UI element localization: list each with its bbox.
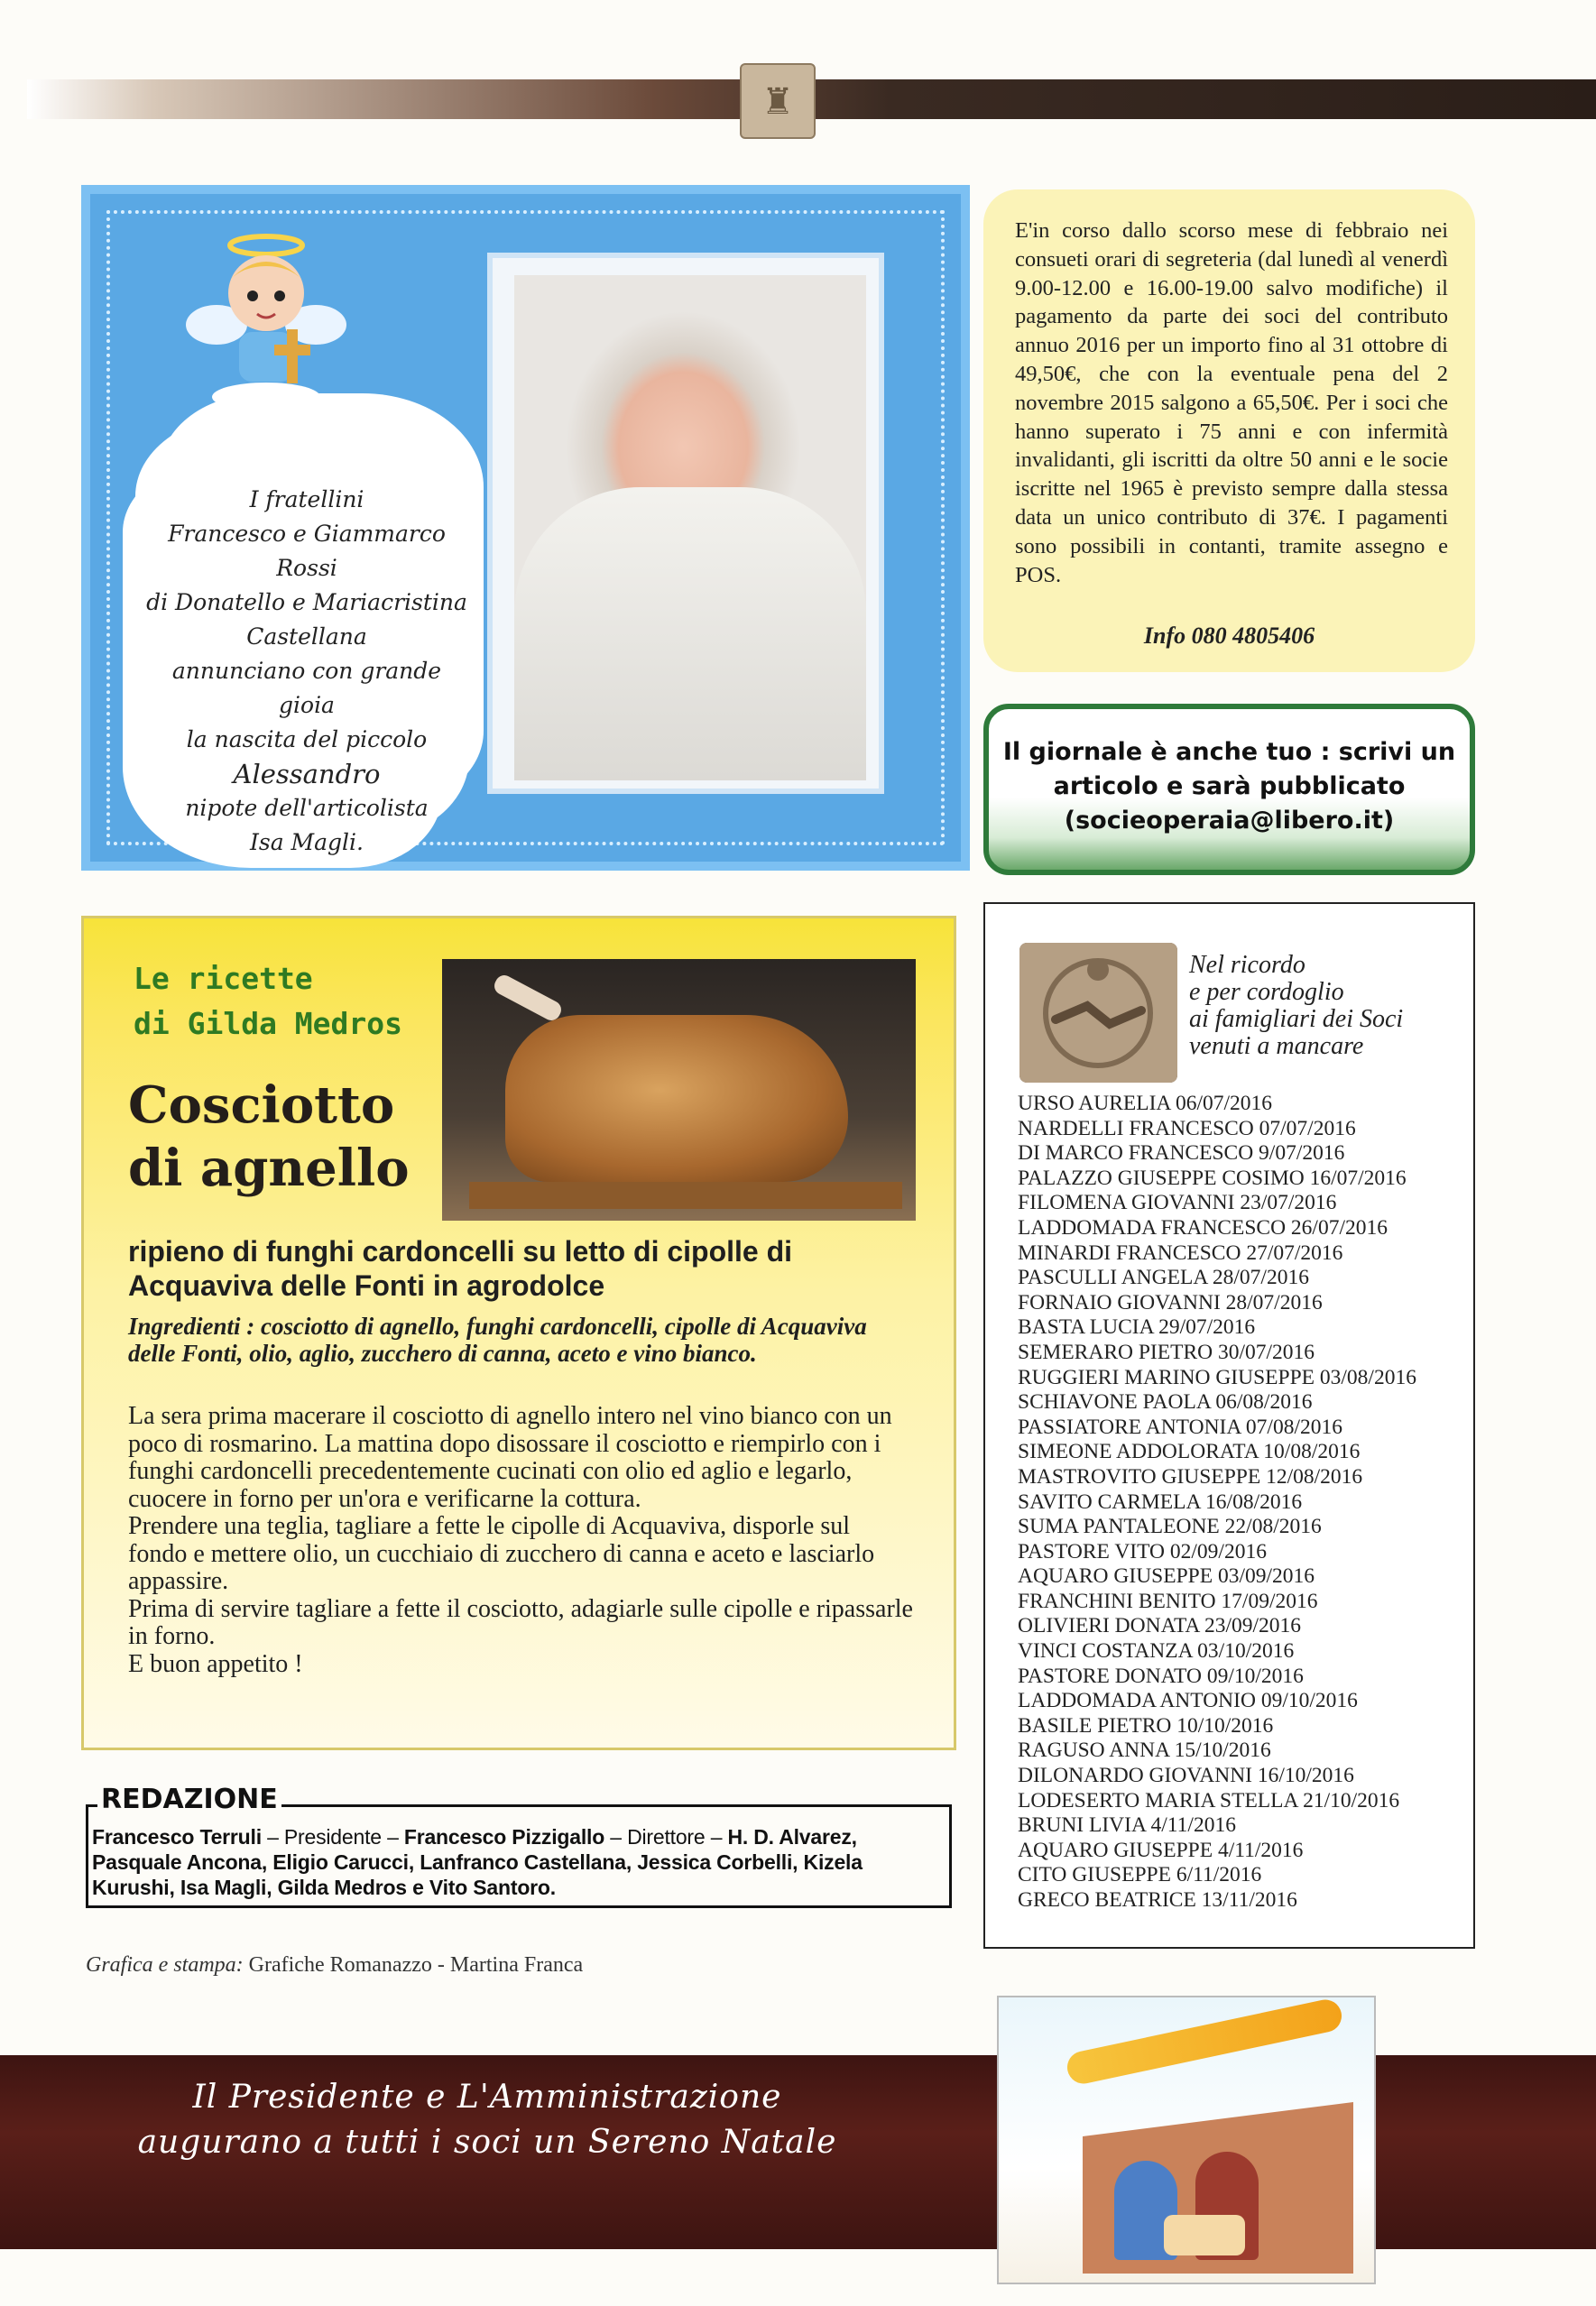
recipe-paragraph: La sera prima macerare il cosciotto di agnello intero nel vino bianco con un poco di rosmarino. La mattina dopo disossare il cosciotto e riempirlo con i funghi cardoncelli precedentemente cucinati con olio ed aglio e legarlo, cuocere in forno per un'ora e verificarne la cottura. [128, 1402, 892, 1513]
memorial-entry: FRANCHINI BENITO 17/09/2016 [1018, 1589, 1318, 1613]
memorial-entry: OLIVIERI DONATA 23/09/2016 [1018, 1614, 1302, 1638]
greeting-line: augurano a tutti i soci un Sereno Natale [137, 2124, 837, 2161]
callout-line: Il giornale è anche tuo : scrivi un [1002, 738, 1456, 766]
memorial-entry: MINARDI FRANCESCO 27/07/2016 [1018, 1241, 1343, 1265]
memorial-entry: PALAZZO GIUSEPPE COSIMO 16/07/2016 [1018, 1166, 1407, 1190]
memorial-entry: PASTORE DONATO 09/10/2016 [1018, 1664, 1304, 1688]
memorial-entry: SAVITO CARMELA 16/08/2016 [1018, 1490, 1303, 1514]
heading-line: venuti a mancare [1189, 1032, 1364, 1060]
memorial-entry: FORNAIO GIOVANNI 28/07/2016 [1018, 1290, 1323, 1314]
memorial-entry: DI MARCO FRANCESCO 9/07/2016 [1018, 1141, 1345, 1166]
memorial-entry: SEMERARO PIETRO 30/07/2016 [1018, 1340, 1315, 1364]
memorial-entry: LADDOMADA ANTONIO 09/10/2016 [1018, 1689, 1358, 1713]
recipe-title [128, 1074, 410, 1200]
heading-line: Nel ricordo [1189, 951, 1305, 979]
memorial-entry: PASSIATORE ANTONIA 07/08/2016 [1018, 1415, 1342, 1439]
credit-label: Grafica e stampa: [86, 1953, 244, 1977]
recipe-subtitle: ripieno di funghi cardoncelli su letto di cipolle di Acquaviva delle Fonti in agrodolce [128, 1235, 793, 1302]
memorial-entry: PASCULLI ANGELA 28/07/2016 [1018, 1266, 1309, 1290]
separator: – [604, 1825, 628, 1849]
memorial-entry: MASTROVITO GIUSEPPE 12/08/2016 [1018, 1464, 1363, 1489]
heading-line: ai famigliari dei Soci [1189, 1005, 1404, 1033]
memorial-entry: GRECO BEATRICE 13/11/2016 [1018, 1888, 1297, 1912]
memorial-entry: BASTA LUCIA 29/07/2016 [1018, 1315, 1256, 1340]
print-credit [86, 1953, 583, 1978]
memorial-entry: AQUARO GIUSEPPE 4/11/2016 [1018, 1838, 1304, 1862]
recipe-paragraph: Prima di servire tagliare a fette il cosciotto, adagiarle sulle cipolle e ripassarle in forno. [128, 1594, 913, 1650]
header-emblem-icon: ♜ [740, 63, 816, 139]
memorial-entry: CITO GIUSEPPE 6/11/2016 [1018, 1863, 1262, 1887]
memorial-entry: SIMEONE ADDOLORATA 10/08/2016 [1018, 1440, 1361, 1464]
staff-role: Presidente [283, 1825, 382, 1849]
separator: – [381, 1825, 404, 1849]
memorial-entry: VINCI COSTANZA 03/10/2016 [1018, 1639, 1295, 1664]
memorial-entry: BRUNI LIVIA 4/11/2016 [1018, 1813, 1236, 1838]
memorial-entry: SCHIAVONE PAOLA 06/08/2016 [1018, 1390, 1313, 1415]
announcement-line: Francesco e Giammarco Rossi [168, 521, 446, 581]
contribute-callout-text [997, 735, 1462, 838]
announcement-line: annunciano con grande gioia [171, 658, 442, 718]
memorial-entry: FILOMENA GIOVANNI 23/07/2016 [1018, 1191, 1337, 1215]
separator: – [261, 1825, 284, 1849]
manger [1164, 2215, 1245, 2255]
announcement-line: Castellana [246, 623, 367, 650]
title-line: Cosciotto [128, 1075, 395, 1135]
memorial-entry: URSO AURELIA 06/07/2016 [1018, 1092, 1273, 1115]
memorial-list [1018, 1092, 1469, 1914]
staff-role: Direttore [627, 1825, 706, 1849]
recipe-series-label [134, 956, 402, 1047]
title-line: di agnello [128, 1139, 410, 1198]
memorial-entry: SUMA PANTALEONE 22/08/2016 [1018, 1515, 1322, 1539]
memorial-entry: DILONARDO GIOVANNI 16/10/2016 [1018, 1764, 1354, 1788]
announcement-line: di Donatello e Mariacristina [146, 589, 467, 615]
announcement-line: nipote dell'articolista [185, 795, 429, 821]
handshake-emblem-icon [1019, 943, 1177, 1083]
staff-name: Francesco Pizzigallo [403, 1825, 605, 1849]
recipe-paragraph: Prendere una teglia, tagliare a fette le cipolle di Acquaviva, disporle sul fondo e mettere olio, un cucchiaio di zucchero di canna e aceto e lasciarlo appassire. [128, 1512, 875, 1595]
membership-info-text: E'in corso dallo scorso mese di febbraio nei consueti orari di segreteria (dal lunedì al venerdì 9.00-12.00 e 16.00-19.00 salvo modifiche) il pagamento da parte dei soci del contributo annuo 2016 per un importo fino al 31 ottobre di 49,50€, che con la eventuale pena del 2 novembre 2015 salgono a 65,50€. Per i soci che hanno superato i 75 anni e con infermità invalidanti, gli iscritti da oltre 50 anni e le socie iscritte nel 1965 è previsto sempre dalla stessa data un unico contributo di 37€. I pagamenti sono possibili in contanti, tramite assegno e POS. [1015, 218, 1448, 587]
editorial-title: REDAZIONE [97, 1784, 281, 1815]
recipe-paragraph: E buon appetito ! [128, 1649, 303, 1678]
membership-info-phone: Info 080 4805406 [1143, 623, 1315, 649]
recipe-instructions [128, 1403, 913, 1678]
credit-value: Grafiche Romanazzo - Martina Franca [243, 1953, 584, 1977]
memorial-entry: RUGGIERI MARINO GIUSEPPE 03/08/2016 [1018, 1365, 1416, 1389]
memorial-entry: LODESERTO MARIA STELLA 21/10/2016 [1018, 1788, 1400, 1813]
memorial-entry: RAGUSO ANNA 15/10/2016 [1018, 1739, 1271, 1763]
memorial-entry: PASTORE VITO 02/09/2016 [1018, 1539, 1267, 1563]
roast-lamb [505, 1015, 848, 1182]
memorial-heading [1189, 952, 1460, 1060]
callout-email: (socieoperaia@libero.it) [1064, 807, 1395, 835]
cutting-board [469, 1182, 902, 1209]
series-line: Le ricette [134, 961, 313, 996]
greeting-line: Il Presidente e L'Amministrazione [192, 2079, 782, 2116]
staff-name: Francesco Terruli [92, 1825, 262, 1849]
memorial-entry: NARDELLI FRANCESCO 07/07/2016 [1018, 1116, 1356, 1140]
recipe-ingredients: Ingredienti : cosciotto di agnello, funghi cardoncelli, cipolle di Acquaviva delle Fonti, olio, aglio, zucchero di canna, aceto e vino bianco. [128, 1313, 867, 1367]
heading-line: e per cordoglio [1189, 978, 1344, 1006]
baby-blanket [514, 487, 866, 780]
separator: – [705, 1825, 728, 1849]
editorial-staff [92, 1824, 949, 1900]
announcement-line: la nascita del piccolo [186, 726, 428, 752]
memorial-entry: BASILE PIETRO 10/10/2016 [1018, 1713, 1274, 1738]
memorial-entry: AQUARO GIUSEPPE 03/09/2016 [1018, 1564, 1315, 1589]
staff-others: H. D. Alvarez, Pasquale Ancona, Eligio Carucci, Lanfranco Castellana, Jessica Corbelli, Kizela Kurushi, Isa Magli, Gilda Medros e Vito Santoro. [92, 1825, 863, 1899]
birth-announcement-text [144, 483, 469, 860]
announcement-line: Isa Magli. [249, 829, 364, 855]
memorial-entry: LADDOMADA FRANCESCO 26/07/2016 [1018, 1215, 1388, 1240]
christmas-greeting [36, 2075, 938, 2165]
announcement-line: I fratellini [249, 486, 364, 512]
callout-line: articolo e sarà pubblicato [1053, 772, 1406, 800]
angel-icon [180, 226, 352, 415]
announcement-line: Alessandro [233, 759, 381, 789]
series-line: di Gilda Medros [134, 1006, 403, 1041]
